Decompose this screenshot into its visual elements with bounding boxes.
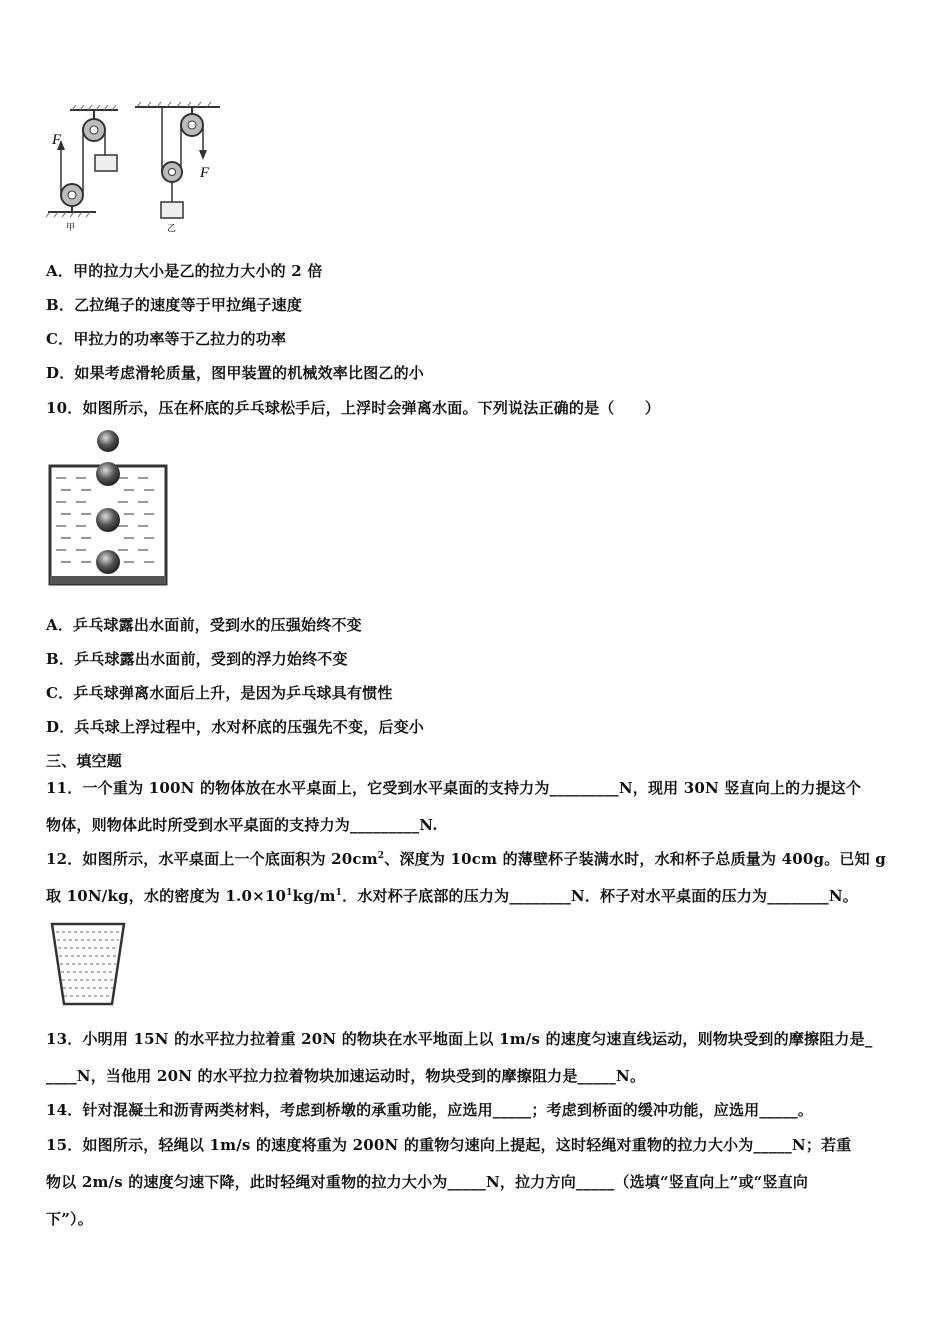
q9-option-b: B．乙拉绳子的速度等于甲拉绳子速度: [46, 296, 303, 314]
q10-option-d: D．兵乓球上浮过程中，水对杯底的压强先不变，后变小: [46, 718, 425, 736]
q15-line-3: 下”）。: [46, 1210, 93, 1228]
label-yi: 乙: [167, 224, 177, 234]
q12-text-2a: 取 10N/kg，水的密度为 1.0×10: [46, 887, 287, 905]
q13-line-1: 13．小明用 15N 的水平拉力拉着重 20N 的物块在水平地面上以 1m/s 的速度匀速直线运动，则物块受到的摩擦阻力是_: [46, 1030, 873, 1048]
q12-text-1a: 12．如图所示，水平桌面上一个底面积为 20cm: [46, 850, 378, 868]
q9-option-d: D．如果考虑滑轮质量，图甲装置的机械效率比图乙的小: [46, 364, 425, 382]
q15-line-1: 15．如图所示，轻绳以 1m/s 的速度将重为 200N 的重物匀速向上提起，这时轻绳对重物的拉力大小为_____N；若重: [46, 1136, 852, 1154]
cup-ball-figure: [46, 428, 176, 590]
q11-line-1: 11．一个重为 100N 的物体放在水平桌面上，它受到水平桌面的支持力为_________N，现用 30N 竖直向上的力提这个: [46, 779, 862, 797]
q12-line-1: [46, 848, 886, 869]
label-f-yi: F: [200, 165, 210, 181]
q14-line: 14．针对混凝土和沥青两类材料，考虑到桥墩的承重功能，应选用_____；考虑到桥面的缓冲功能，应选用_____。: [46, 1101, 814, 1119]
cup-figure: [50, 920, 130, 1010]
q9-option-c: C．甲拉力的功率等于乙拉力的功率: [46, 330, 287, 348]
section-heading: 三、填空题: [46, 752, 123, 770]
q9-option-a: A．甲的拉力大小是乙的拉力大小的 2 倍: [46, 262, 323, 280]
q12-sup-3: 1: [335, 888, 343, 898]
pulley-figure: [40, 100, 240, 235]
q10-option-b: B．乒乓球露出水面前，受到的浮力始终不变: [46, 650, 348, 668]
q13-line-2: ____N，当他用 20N 的水平拉力拉着物块加速运动时，物块受到的摩擦阻力是_____N。: [46, 1067, 646, 1085]
q10-stem: 10．如图所示，压在杯底的乒乓球松手后，上浮时会弹离水面。下列说法正确的是（ ）: [46, 399, 661, 417]
label-f-jia: F: [52, 132, 62, 148]
q12-line-2: [46, 885, 858, 906]
q10-option-c: C．乒乓球弹离水面后上升，是因为乒乓球具有惯性: [46, 684, 393, 702]
q12-sup-1: 2: [377, 851, 385, 861]
q10-option-a: A．乒乓球露出水面前，受到水的压强始终不变: [46, 616, 362, 634]
q12-sup-2: 1: [286, 888, 293, 898]
q15-line-2: 物以 2m/s 的速度匀速下降，此时轻绳对重物的拉力大小为_____N，拉力方向_____（选填“竖直向上”或“竖直向: [46, 1173, 809, 1191]
q11-line-2: 物体，则物体此时所受到水平桌面的支持力为_________N.: [46, 816, 438, 834]
label-jia: 甲: [66, 223, 76, 233]
q12-text-2b: kg/m: [292, 887, 336, 905]
q12-text-2c: ．水对杯子底部的压力为________N．杯子对水平桌面的压力为________N。: [342, 887, 858, 905]
q12-text-1b: 、深度为 10cm 的薄壁杯子装满水时，水和杯子总质量为 400g。已知 g: [384, 850, 886, 868]
